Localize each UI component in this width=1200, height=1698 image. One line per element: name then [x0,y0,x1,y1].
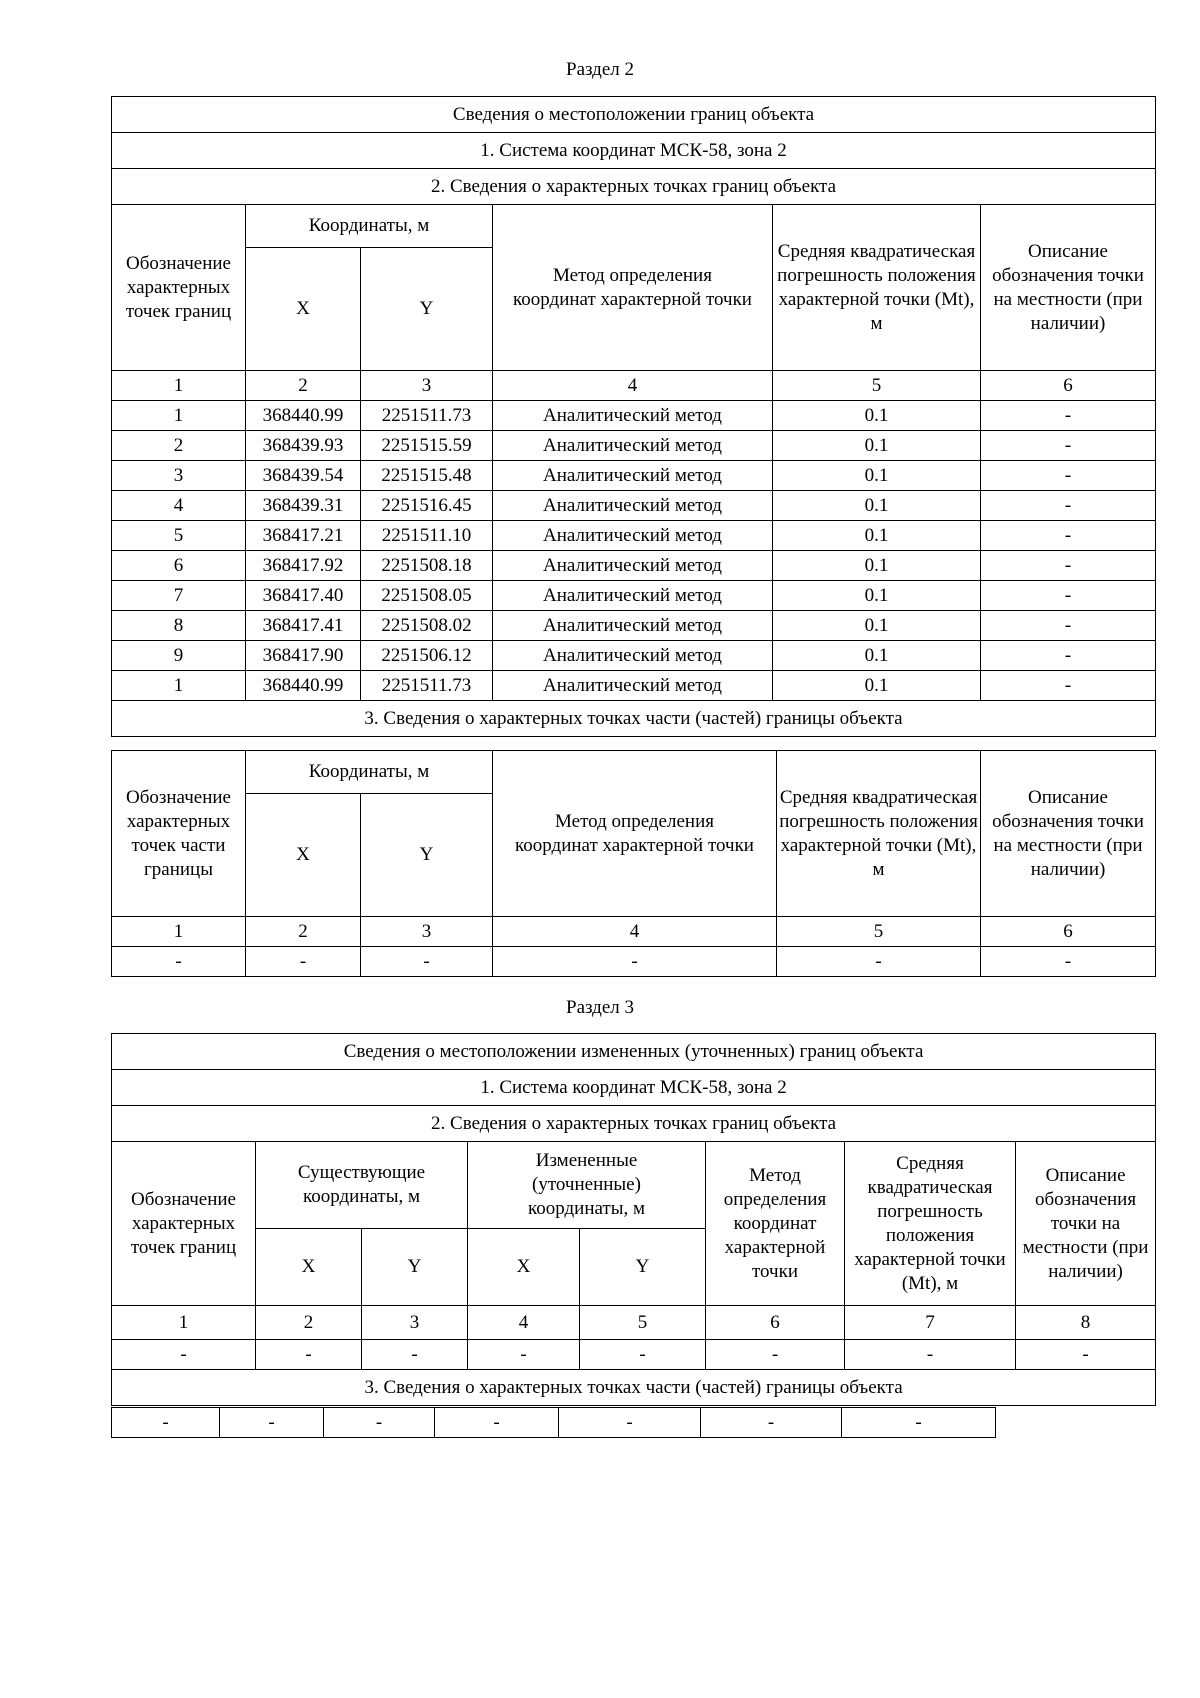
table-cell: - [1016,1340,1156,1370]
s3-header-existing-x: X [256,1229,362,1306]
col-number: 5 [773,371,981,401]
table-cell: Аналитический метод [493,401,773,431]
s3-header-existing: Существующие координаты, м [256,1142,468,1229]
table-row [112,1408,1156,1438]
table-cell: 3 [112,461,246,491]
parts-header-error: Средняя квадратическая погрешность положения характерной точки (Mt), м [777,751,981,917]
section-2-table [111,96,1156,737]
section-2-coord-system: 1. Система координат МСК-58, зона 2 [112,133,1156,169]
table-cell: - [777,947,981,977]
table-cell: 368440.99 [246,671,361,701]
col-number: 2 [256,1306,362,1340]
parts-header-x: X [246,794,361,917]
s3-header-changed-y: Y [580,1229,706,1306]
table-cell: 2251511.73 [361,401,493,431]
table-cell: - [468,1340,580,1370]
table-cell: 368417.40 [246,581,361,611]
table-cell: 1 [112,401,246,431]
table-cell: - [112,1340,256,1370]
table-cell: 368417.92 [246,551,361,581]
table-cell: - [981,431,1156,461]
table-cell: - [981,401,1156,431]
table-cell: 0.1 [773,431,981,461]
table-row [112,401,1156,431]
col-number: 5 [580,1306,706,1340]
table-cell: 9 [112,641,246,671]
table-cell: 0.1 [773,521,981,551]
col-number: 5 [777,917,981,947]
table-row [112,461,1156,491]
table-cell: Аналитический метод [493,551,773,581]
s3-header-existing-y: Y [362,1229,468,1306]
table-cell: 2251508.05 [361,581,493,611]
s3-header-designation: Обозначение характерных точек границ [112,1142,256,1306]
table-cell: 368439.54 [246,461,361,491]
table-cell: 368440.99 [246,401,361,431]
s3-header-error: Средняя квадратическая погрешность положения характерной точки (Mt), м [845,1142,1016,1306]
table-cell: 2251506.12 [361,641,493,671]
col-number: 8 [1016,1306,1156,1340]
table-cell: 6 [112,551,246,581]
table-cell: 368439.93 [246,431,361,461]
table-cell: 0.1 [773,461,981,491]
section-2-heading: Раздел 2 [566,59,634,80]
s3-header-changed: Измененные (уточненные) координаты, м [468,1142,706,1229]
table-cell: 0.1 [773,491,981,521]
section-2-title: Сведения о местоположении границ объекта [112,97,1156,133]
header-description: Описание обозначения точки на местности (при наличии) [981,205,1156,371]
col-number: 3 [362,1306,468,1340]
section-3-coord-system: 1. Система координат МСК-58, зона 2 [112,1070,1156,1106]
section-2-points-title: 2. Сведения о характерных точках границ объекта [112,169,1156,205]
table-cell: 0.1 [773,401,981,431]
table-cell: - [435,1408,559,1438]
s3-column-numbers-row [112,1306,1156,1340]
table-row [112,1340,1156,1370]
header-method: Метод определения координат характерной точки [493,205,773,371]
header-designation: Обозначение характерных точек границ [112,205,246,371]
col-number: 7 [845,1306,1016,1340]
table-cell: Аналитический метод [493,641,773,671]
table-cell: - [361,947,493,977]
table-cell: - [706,1340,845,1370]
table-cell: 1 [112,671,246,701]
table-cell: Аналитический метод [493,581,773,611]
table-row [112,551,1156,581]
table-cell: - [981,491,1156,521]
table-row [112,581,1156,611]
col-number: 2 [246,917,361,947]
column-numbers-row [112,371,1156,401]
parts-column-numbers-row [112,917,1156,947]
col-number: 1 [112,1306,256,1340]
table-cell: - [981,947,1156,977]
table-cell: - [981,521,1156,551]
table-cell: 2251508.02 [361,611,493,641]
s3-header-description: Описание обозначения точки на местности (при наличии) [1016,1142,1156,1306]
table-cell: - [845,1340,1016,1370]
table-cell: - [246,947,361,977]
table-cell: Аналитический метод [493,491,773,521]
parts-header-coords: Координаты, м [246,751,493,794]
table-row [112,611,1156,641]
table-cell: 0.1 [773,581,981,611]
table-cell: 0.1 [773,611,981,641]
table-cell: - [981,611,1156,641]
table-cell: 368417.21 [246,521,361,551]
table-cell: - [256,1340,362,1370]
table-cell: 368439.31 [246,491,361,521]
section-2-parts-title: 3. Сведения о характерных точках части (частей) границы объекта [112,701,1156,737]
table-cell: - [362,1340,468,1370]
table-row [112,947,1156,977]
table-cell: Аналитический метод [493,461,773,491]
s3-header-method: Метод определения координат характерной точки [706,1142,845,1306]
table-cell: Аналитический метод [493,671,773,701]
table-cell: Аналитический метод [493,431,773,461]
col-number: 6 [981,917,1156,947]
table-cell: - [580,1340,706,1370]
table-cell: 2251511.73 [361,671,493,701]
table-cell: 0.1 [773,671,981,701]
section-3-parts-table [111,1407,1156,1438]
table-row [112,671,1156,701]
header-coords: Координаты, м [246,205,493,248]
table-cell: 2251508.18 [361,551,493,581]
section-3-points-title: 2. Сведения о характерных точках границ объекта [112,1106,1156,1142]
col-number: 6 [706,1306,845,1340]
table-cell: Аналитический метод [493,611,773,641]
table-cell: - [981,671,1156,701]
table-cell: 8 [112,611,246,641]
section-3-parts-title: 3. Сведения о характерных точках части (частей) границы объекта [112,1370,1156,1406]
table-cell: - [701,1408,842,1438]
col-number: 2 [246,371,361,401]
section-3-table [111,1033,1156,1406]
header-y: Y [361,248,493,371]
col-number: 4 [468,1306,580,1340]
table-cell: 2 [112,431,246,461]
table-cell: Аналитический метод [493,521,773,551]
table-cell: 2251511.10 [361,521,493,551]
header-error: Средняя квадратическая погрешность положения характерной точки (Mt), м [773,205,981,371]
table-cell: - [981,551,1156,581]
table-cell: - [493,947,777,977]
table-cell: 0.1 [773,551,981,581]
col-number: 3 [361,917,493,947]
table-cell: - [981,581,1156,611]
parts-header-y: Y [361,794,493,917]
table-cell: 4 [112,491,246,521]
table-cell: - [220,1408,324,1438]
table-row [112,491,1156,521]
header-x: X [246,248,361,371]
table-row [112,641,1156,671]
table-cell: - [324,1408,435,1438]
s3-header-changed-x: X [468,1229,580,1306]
section-3-heading: Раздел 3 [566,997,634,1018]
col-number: 6 [981,371,1156,401]
table-cell: 368417.90 [246,641,361,671]
table-cell: 7 [112,581,246,611]
parts-header-description: Описание обозначения точки на местности (при наличии) [981,751,1156,917]
section-2-parts-table [111,750,1156,977]
table-cell: - [112,1408,220,1438]
col-number: 4 [493,917,777,947]
table-cell: - [112,947,246,977]
table-cell: - [981,461,1156,491]
col-number: 1 [112,371,246,401]
table-row [112,431,1156,461]
table-cell: 2251515.48 [361,461,493,491]
col-number: 1 [112,917,246,947]
table-cell: 2251515.59 [361,431,493,461]
table-cell: - [981,641,1156,671]
table-row [112,521,1156,551]
table-cell: 368417.41 [246,611,361,641]
section-3-title: Сведения о местоположении измененных (уточненных) границ объекта [112,1034,1156,1070]
table-cell: 5 [112,521,246,551]
table-cell: - [842,1408,996,1438]
table-cell: 0.1 [773,641,981,671]
col-number: 3 [361,371,493,401]
parts-header-designation: Обозначение характерных точек части границы [112,751,246,917]
col-number: 4 [493,371,773,401]
table-cell: 2251516.45 [361,491,493,521]
parts-header-method: Метод определения координат характерной точки [493,751,777,917]
table-cell: - [559,1408,701,1438]
